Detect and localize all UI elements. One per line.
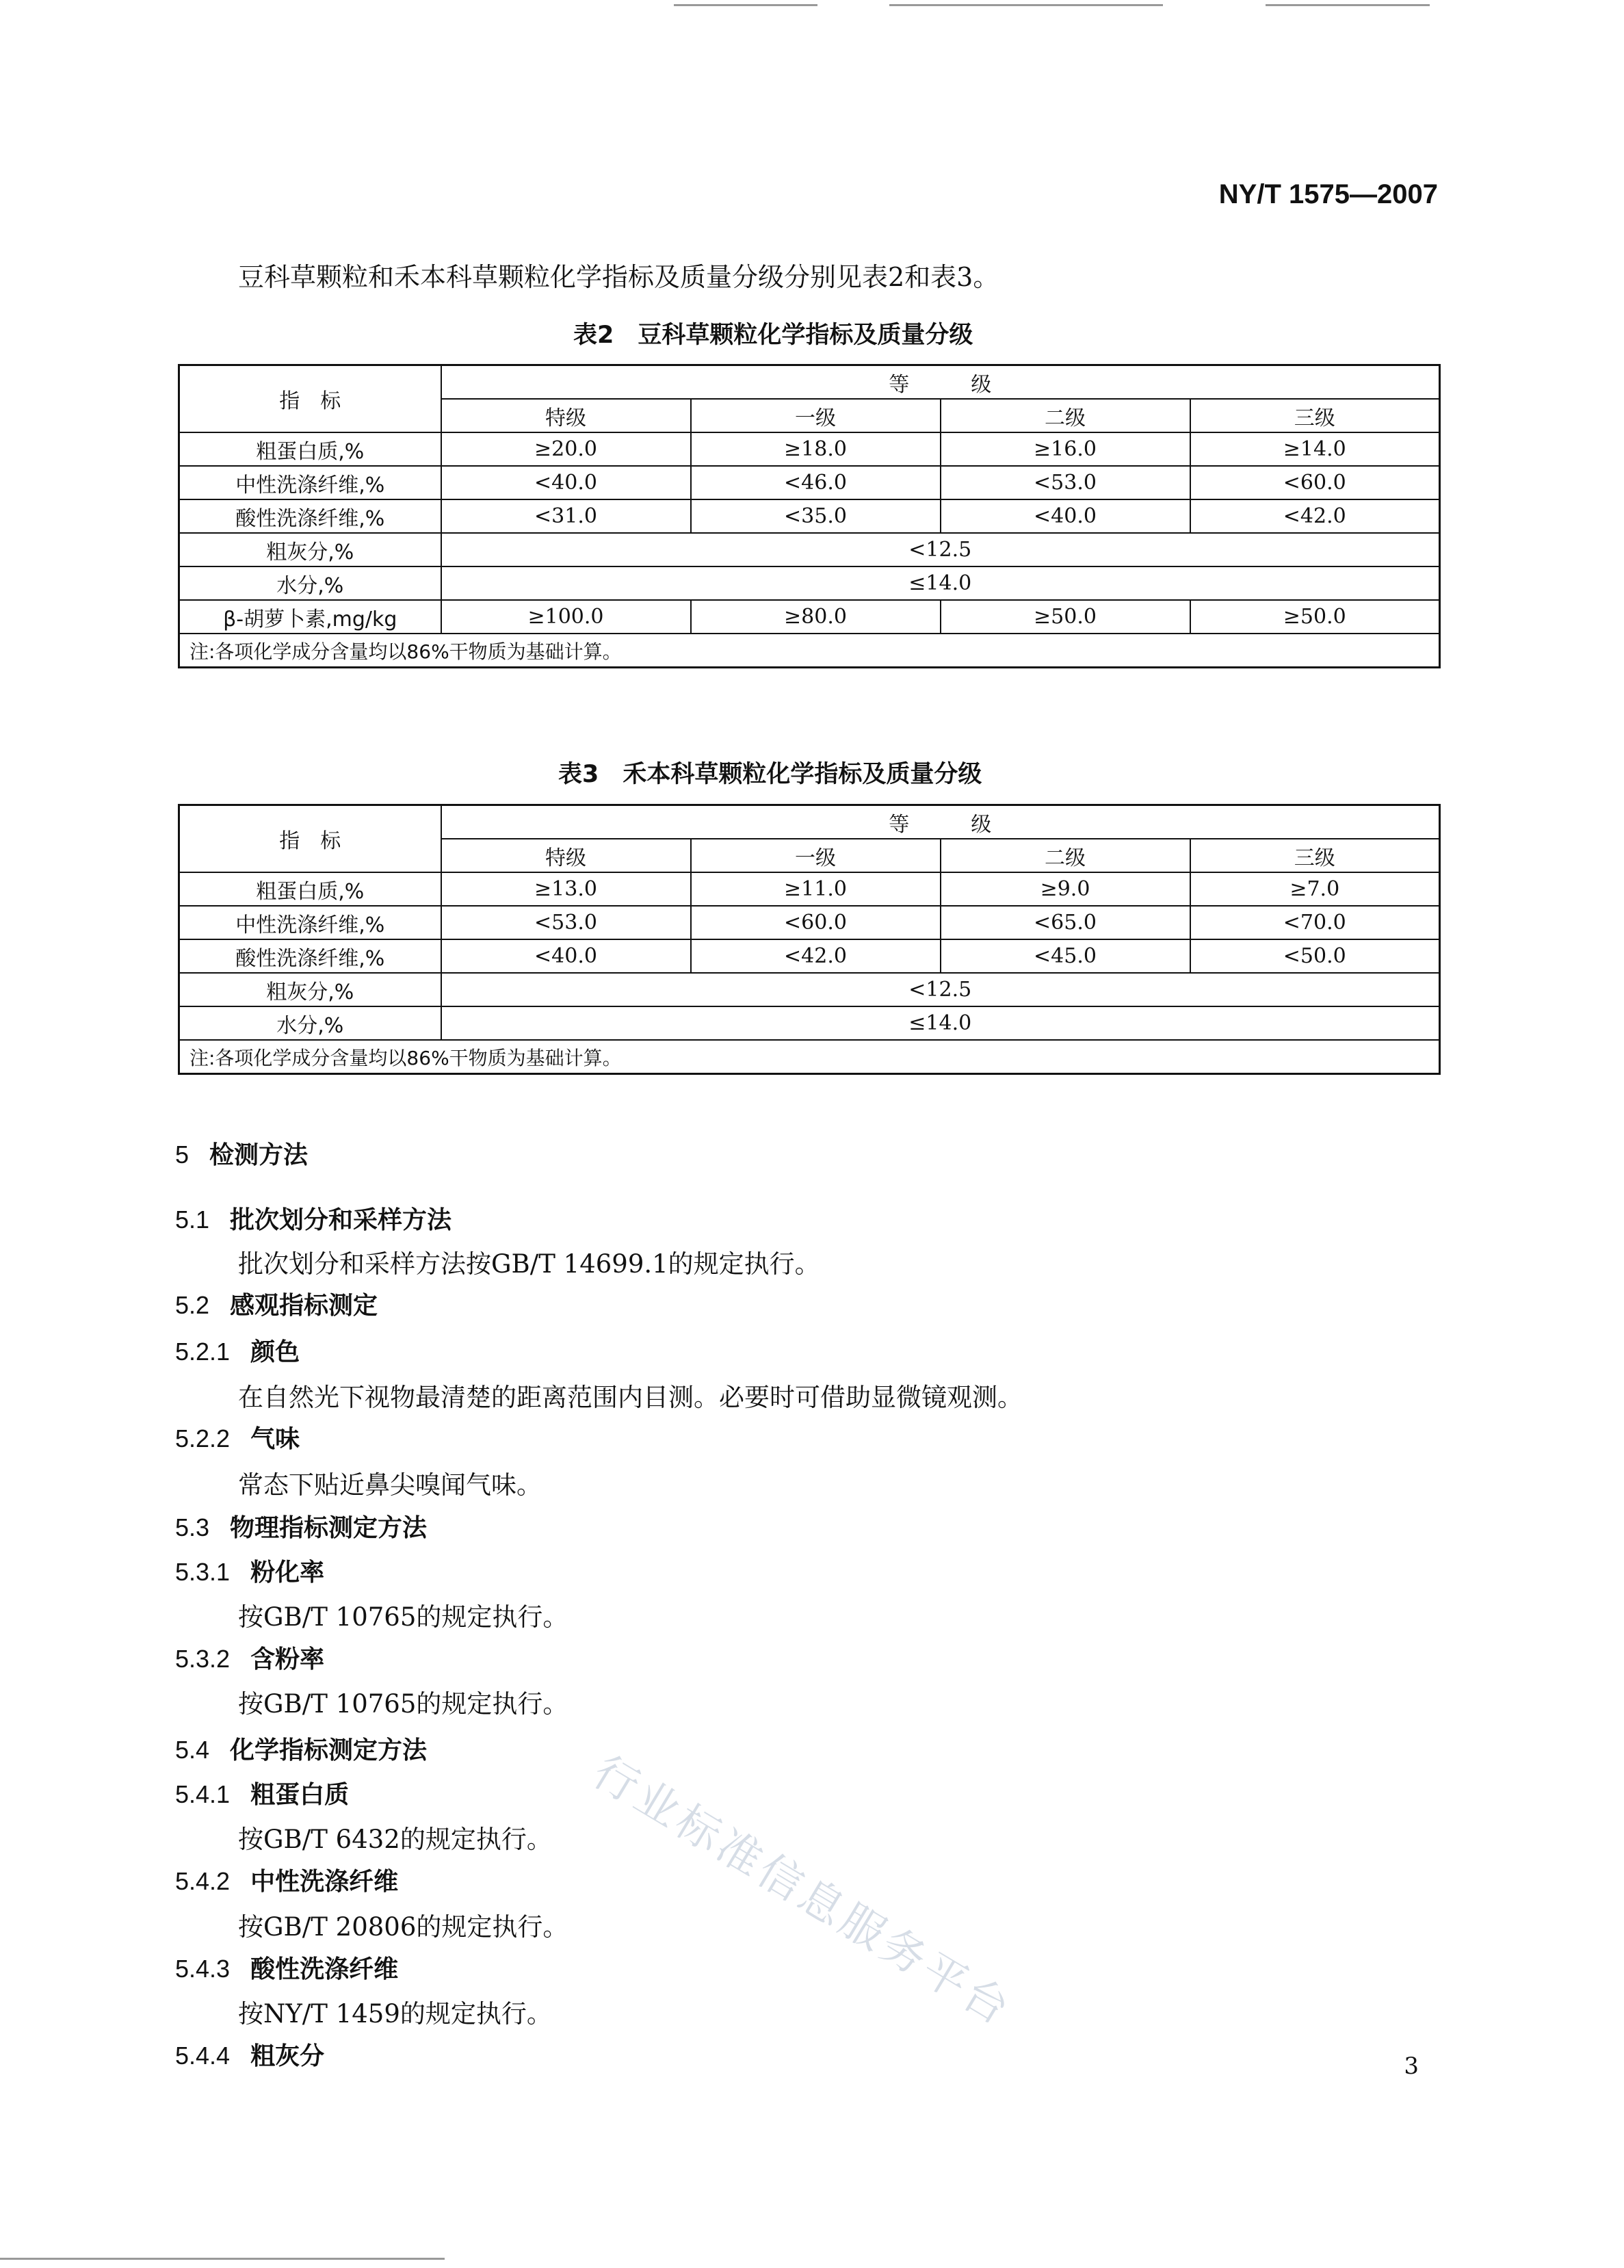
section-text: 常态下贴近鼻尖嗅闻气味。	[238, 1470, 542, 1500]
section-number: 5	[175, 1140, 189, 1169]
table-note: 注:各项化学成分含量均以86%干物质为基础计算。	[179, 1040, 1440, 1074]
table-row	[179, 906, 1440, 939]
row-label: β-胡萝卜素,mg/kg	[179, 600, 441, 634]
table-cell: <50.0	[1190, 939, 1440, 973]
section-text: 在自然光下视物最清楚的距离范围内目测。必要时可借助显微镜观测。	[238, 1383, 1023, 1412]
section-title: 化学指标测定方法	[230, 1736, 428, 1764]
section-text: 按GB/T 10765的规定执行。	[238, 1602, 568, 1632]
row-label: 中性洗涤纤维,%	[179, 906, 441, 939]
section-text: 批次划分和采样方法按GB/T 14699.1的规定执行。	[238, 1249, 820, 1279]
grade-label: 一级	[691, 839, 941, 872]
table-row	[179, 939, 1440, 973]
section-title: 感观指标测定	[230, 1292, 378, 1320]
section-title: 气味	[250, 1425, 300, 1453]
bottom-rule	[0, 2258, 445, 2260]
section-title: 颜色	[250, 1338, 300, 1366]
row-label: 粗蛋白质,%	[179, 872, 441, 906]
table-cell: <53.0	[941, 466, 1190, 499]
indicator-header: 指 标	[179, 365, 441, 433]
intro-paragraph: 豆科草颗粒和禾本科草颗粒化学指标及质量分级分别见表2和表3。	[238, 262, 999, 292]
table-header-row	[179, 805, 1440, 839]
section-title: 粗蛋白质	[250, 1781, 350, 1809]
table-note-row	[179, 1040, 1440, 1074]
indicator-header: 指 标	[179, 805, 441, 873]
section-number: 5.3.1	[175, 1558, 231, 1586]
section-title: 粗灰分	[250, 2042, 325, 2070]
table-cell-merged: <12.5	[441, 973, 1440, 1006]
table2-caption: 表2 豆科草颗粒化学指标及质量分级	[573, 322, 973, 349]
table-cell: ≥16.0	[941, 432, 1190, 466]
section-heading	[175, 2037, 324, 2072]
table-cell: <60.0	[691, 906, 941, 939]
table-cell: ≥20.0	[441, 432, 691, 466]
section-text: 按GB/T 20806的规定执行。	[238, 1912, 568, 1942]
table-row	[179, 533, 1440, 566]
table-note-row	[179, 634, 1440, 668]
table-cell: ≥7.0	[1190, 872, 1440, 906]
table-cell: <40.0	[941, 499, 1190, 533]
section-title: 检测方法	[209, 1141, 309, 1169]
table-cell-merged: ≤14.0	[441, 1006, 1440, 1040]
row-label: 中性洗涤纤维,%	[179, 466, 441, 499]
table-cell: ≥80.0	[691, 600, 941, 634]
table-cell: ≥50.0	[1190, 600, 1440, 634]
table-row	[179, 566, 1440, 600]
grade-label: 特级	[441, 839, 691, 872]
grade-label: 二级	[941, 399, 1190, 432]
section-heading	[175, 1136, 308, 1171]
row-label: 酸性洗涤纤维,%	[179, 499, 441, 533]
section-text: 按NY/T 1459的规定执行。	[238, 1999, 552, 2029]
row-label: 酸性洗涤纤维,%	[179, 939, 441, 973]
table-cell-merged: <12.5	[441, 533, 1440, 566]
section-number: 5.2	[175, 1291, 210, 1319]
table3	[178, 804, 1441, 1075]
top-rule-1	[674, 4, 817, 6]
section-number: 5.3.2	[175, 1645, 231, 1673]
section-heading	[175, 1640, 324, 1675]
grade-label: 一级	[691, 399, 941, 432]
table-cell: ≥100.0	[441, 600, 691, 634]
table-cell: ≥13.0	[441, 872, 691, 906]
section-heading	[175, 1862, 398, 1897]
table-cell-merged: ≤14.0	[441, 566, 1440, 600]
grade-label: 特级	[441, 399, 691, 432]
table-row	[179, 432, 1440, 466]
section-number: 5.2.1	[175, 1338, 231, 1366]
section-title: 物理指标测定方法	[230, 1514, 428, 1542]
section-number: 5.2.2	[175, 1424, 231, 1452]
grade-header: 等 级	[441, 365, 1440, 400]
top-rule-2	[889, 4, 1163, 6]
table-row	[179, 872, 1440, 906]
section-heading	[175, 1286, 378, 1321]
section-heading	[175, 1509, 427, 1543]
section-heading	[175, 1731, 427, 1766]
table-cell: <60.0	[1190, 466, 1440, 499]
table-note: 注:各项化学成分含量均以86%干物质为基础计算。	[179, 634, 1440, 668]
table-row	[179, 973, 1440, 1006]
grade-label: 三级	[1190, 839, 1440, 872]
section-number: 5.4.1	[175, 1780, 231, 1808]
section-title: 中性洗涤纤维	[250, 1868, 399, 1896]
section-number: 5.4.4	[175, 2042, 231, 2070]
section-heading	[175, 1553, 324, 1588]
section-heading	[175, 1201, 451, 1236]
section-title: 含粉率	[250, 1645, 325, 1673]
table-cell: <45.0	[941, 939, 1190, 973]
section-title: 批次划分和采样方法	[230, 1206, 452, 1234]
section-heading	[175, 1775, 349, 1810]
section-text: 按GB/T 10765的规定执行。	[238, 1689, 568, 1719]
section-text: 按GB/T 6432的规定执行。	[238, 1825, 552, 1854]
section-number: 5.4	[175, 1736, 210, 1764]
table-cell: <65.0	[941, 906, 1190, 939]
section-heading	[175, 1950, 398, 1985]
table-row	[179, 1006, 1440, 1040]
table-cell: ≥9.0	[941, 872, 1190, 906]
section-heading	[175, 1420, 300, 1455]
table-row	[179, 466, 1440, 499]
page-number: 3	[1404, 2052, 1419, 2080]
row-label: 水分,%	[179, 566, 441, 600]
table-cell: <40.0	[441, 939, 691, 973]
section-number: 5.4.3	[175, 1955, 231, 1983]
section-number: 5.4.2	[175, 1867, 231, 1895]
section-number: 5.3	[175, 1513, 210, 1541]
table-cell: <35.0	[691, 499, 941, 533]
table-cell: <42.0	[691, 939, 941, 973]
table2	[178, 364, 1441, 668]
table-cell: ≥14.0	[1190, 432, 1440, 466]
table-cell: <70.0	[1190, 906, 1440, 939]
table-cell: <40.0	[441, 466, 691, 499]
grade-label: 二级	[941, 839, 1190, 872]
table-header-row	[179, 365, 1440, 400]
standard-code: NY/T 1575—2007	[1218, 179, 1438, 209]
grade-header: 等 级	[441, 805, 1440, 839]
table-cell: ≥50.0	[941, 600, 1190, 634]
row-label: 水分,%	[179, 1006, 441, 1040]
section-title: 酸性洗涤纤维	[250, 1955, 399, 1983]
table-cell: <42.0	[1190, 499, 1440, 533]
table-cell: <31.0	[441, 499, 691, 533]
row-label: 粗灰分,%	[179, 973, 441, 1006]
table-cell: <53.0	[441, 906, 691, 939]
table3-caption: 表3 禾本科草颗粒化学指标及质量分级	[558, 761, 982, 788]
row-label: 粗蛋白质,%	[179, 432, 441, 466]
top-rule-3	[1266, 4, 1430, 6]
table-cell: <46.0	[691, 466, 941, 499]
table-row	[179, 600, 1440, 634]
section-heading	[175, 1333, 300, 1368]
section-title: 粉化率	[250, 1559, 325, 1587]
table-cell: ≥11.0	[691, 872, 941, 906]
row-label: 粗灰分,%	[179, 533, 441, 566]
section-number: 5.1	[175, 1205, 210, 1234]
table-row	[179, 499, 1440, 533]
watermark: 行业标准信息服务平台	[584, 1746, 1021, 2037]
grade-label: 三级	[1190, 399, 1440, 432]
table-cell: ≥18.0	[691, 432, 941, 466]
